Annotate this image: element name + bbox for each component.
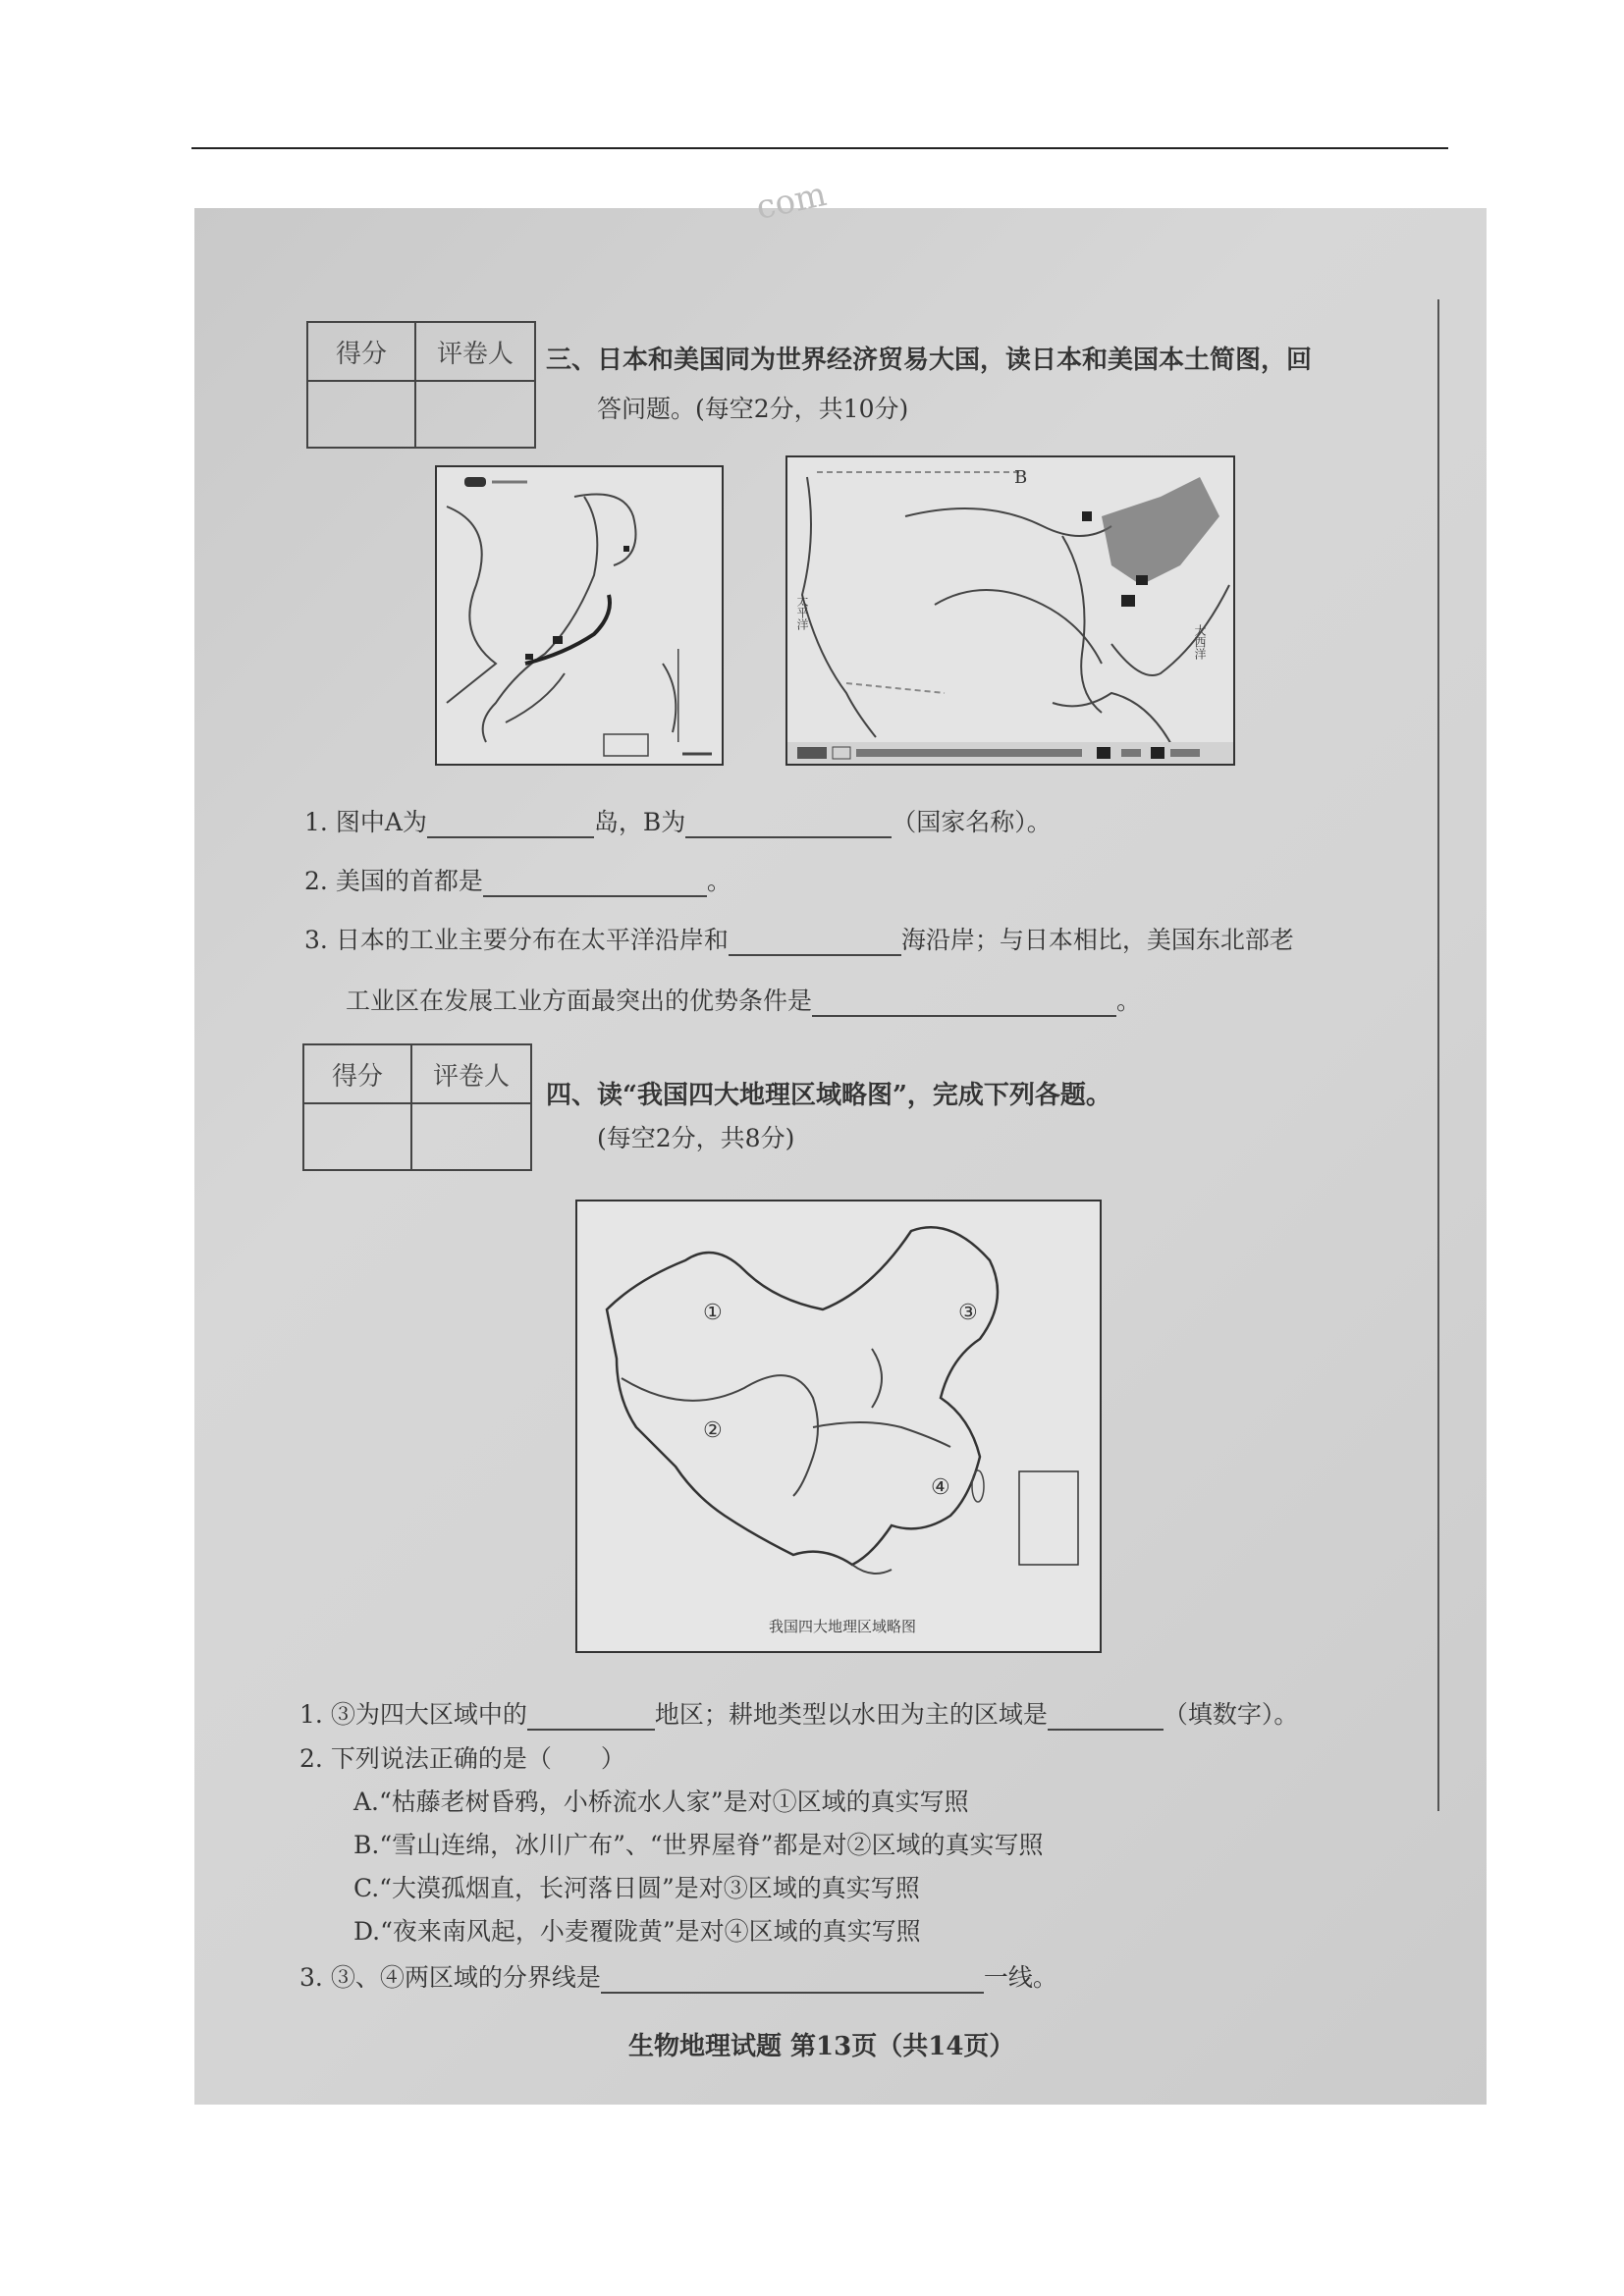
region-4-label: ④ (931, 1475, 950, 1500)
q4-1-text-a: ③为四大区域中的 (330, 1700, 527, 1729)
q3-3-text-d: 。 (1116, 987, 1142, 1015)
q4-2-option-d[interactable]: D.“夜来南风起，小麦覆陇黄”是对④区域的真实写照 (353, 1917, 921, 1946)
q4-2-option-b[interactable]: B.“雪山连绵，冰川广布”、“世界屋脊”都是对②区域的真实写照 (353, 1831, 1044, 1859)
page-footer: 生物地理试题 第13页（共14页） (628, 2032, 1015, 2061)
japan-map (435, 465, 724, 766)
q3-1-blank-a[interactable] (427, 811, 594, 838)
q3-3-blank-b[interactable] (812, 989, 1116, 1017)
section-four-subtitle: (每空2分，共8分) (597, 1124, 795, 1152)
score-header: 得分 (307, 322, 415, 381)
usa-map-label-pacific: 太平洋 (795, 595, 809, 630)
section-three-title: 三、日本和美国同为世界经济贸易大国，读日本和美国本土简图，回 (546, 346, 1313, 375)
score-cell[interactable] (307, 381, 415, 448)
q3-2 (304, 862, 731, 897)
q3-1 (304, 803, 1052, 838)
q3-3-line1 (304, 921, 1294, 956)
q3-3-text-a: 日本的工业主要分布在太平洋沿岸和 (335, 926, 729, 954)
q4-3-num: 3. (299, 1963, 323, 1992)
q3-2-blank[interactable] (483, 870, 707, 897)
grader-header: 评卷人 (411, 1044, 531, 1103)
watermark: com (752, 174, 831, 229)
q4-2-option-c[interactable]: C.“大漠孤烟直，长河落日圆”是对③区域的真实写照 (353, 1874, 920, 1902)
score-table-three (306, 321, 536, 449)
china-regions-map (575, 1200, 1102, 1653)
q4-2-option-a[interactable]: A.“枯藤老树昏鸦，小桥流水人家”是对①区域的真实写照 (353, 1788, 969, 1816)
q3-2-text-b: 。 (706, 867, 731, 895)
q4-1-blank-b[interactable] (1048, 1703, 1164, 1731)
score-table-four (302, 1043, 532, 1171)
q4-1-num: 1. (299, 1700, 323, 1729)
grader-cell[interactable] (411, 1103, 531, 1170)
q3-3-text-c: 工业区在发展工业方面最突出的优势条件是 (346, 987, 813, 1015)
q4-2-num: 2. (299, 1744, 323, 1773)
score-header: 得分 (303, 1044, 411, 1103)
q4-3 (299, 1958, 1057, 1994)
q4-2-stem-text: 下列说法正确的是（ ） (330, 1744, 625, 1773)
binding-margin-line (1437, 299, 1439, 1811)
q3-1-text-a: 图中A为 (335, 808, 427, 836)
usa-map-graphic (787, 457, 1233, 764)
q3-1-text-b: 岛，B为 (593, 808, 686, 836)
section-four-title: 四、读“我国四大地理区域略图”，完成下列各题。 (546, 1081, 1111, 1110)
q4-1 (299, 1695, 1298, 1731)
q3-1-num: 1. (304, 808, 328, 836)
japan-map-graphic (437, 467, 722, 764)
header-rule (191, 147, 1448, 149)
q4-3-blank[interactable] (601, 1966, 984, 1994)
q3-3-text-b: 海沿岸；与日本相比，美国东北部老 (900, 926, 1294, 954)
q3-2-text-a: 美国的首都是 (335, 867, 483, 895)
section-three-subtitle: 答问题。(每空2分，共10分) (597, 395, 909, 423)
q3-3-blank-a[interactable] (729, 929, 901, 956)
region-3-label: ③ (958, 1301, 978, 1325)
usa-map-label-atlantic: 大西洋 (1193, 624, 1207, 660)
q4-1-text-b: 地区；耕地类型以水田为主的区域是 (654, 1700, 1048, 1729)
q3-2-num: 2. (304, 867, 328, 895)
q4-2-stem (299, 1739, 625, 1775)
region-2-label: ② (703, 1418, 723, 1443)
q3-1-text-c: （国家名称）。 (892, 808, 1052, 836)
grader-header: 评卷人 (415, 322, 535, 381)
grader-cell[interactable] (415, 381, 535, 448)
q3-3-line2 (346, 982, 1141, 1017)
q3-3-num: 3. (304, 926, 328, 954)
q3-1-blank-b[interactable] (685, 811, 892, 838)
usa-map (785, 455, 1235, 766)
usa-map-label-b: B (1014, 467, 1028, 488)
q4-1-text-c: （填数字）。 (1163, 1700, 1299, 1729)
china-map-caption: 我国四大地理区域略图 (769, 1618, 917, 1635)
china-map-graphic (577, 1201, 1100, 1651)
q4-3-text-b: 一线。 (983, 1963, 1057, 1992)
q4-3-text-a: ③、④两区域的分界线是 (330, 1963, 601, 1992)
region-1-label: ① (703, 1301, 723, 1325)
score-cell[interactable] (303, 1103, 411, 1170)
q4-1-blank-a[interactable] (527, 1703, 655, 1731)
